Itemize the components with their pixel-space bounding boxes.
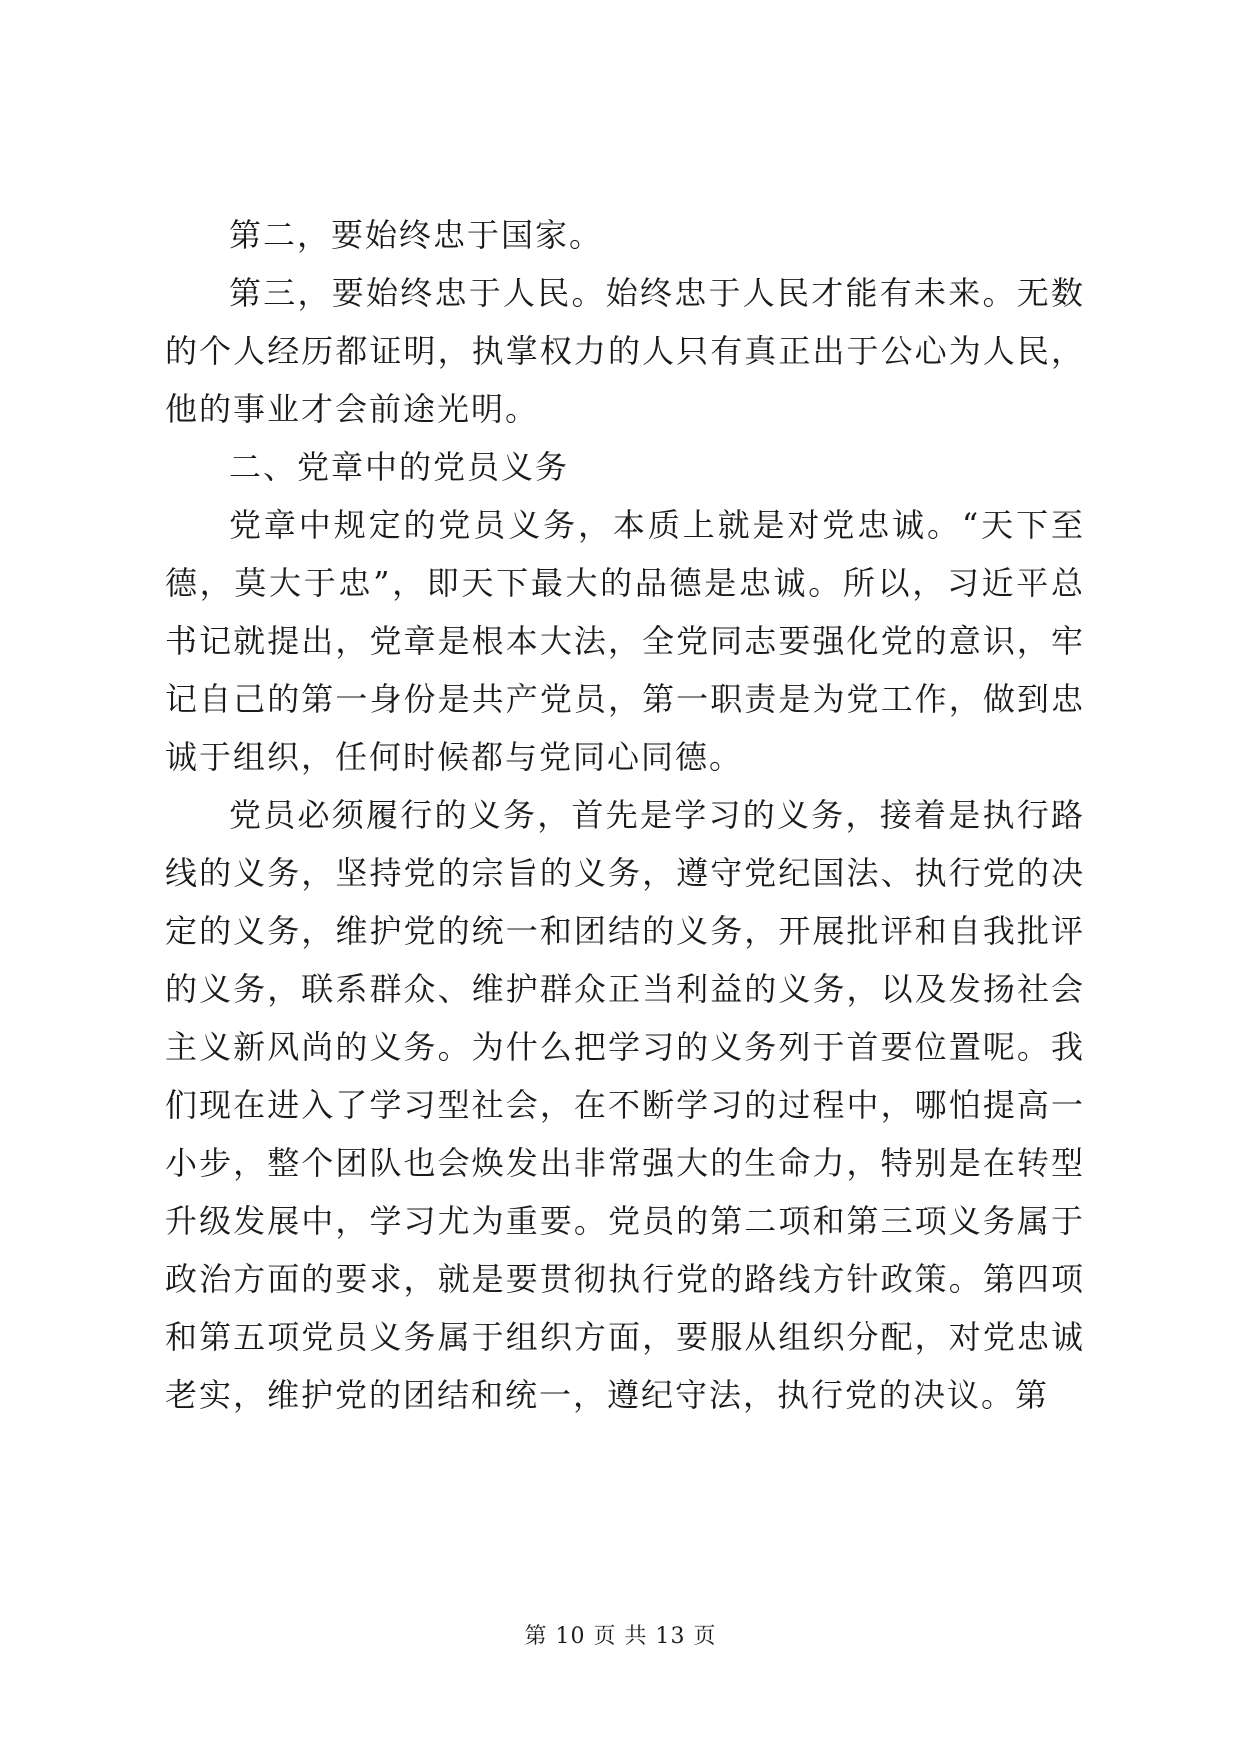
paragraph: 第三，要始终忠于人民。始终忠于人民才能有未来。无数的个人经历都证明，执掌权力的人只有真正出于公心为人民，他的事业才会前途光明。: [165, 274, 1085, 428]
document-body: [165, 206, 1085, 1424]
paragraph: 党章中规定的党员义务，本质上就是对党忠诚。“天下至德，莫大于忠”，即天下最大的品德是忠诚。所以，习近平总书记就提出，党章是根本大法，全党同志要强化党的意识，牢记自己的第一身份是共产党员，第一职责是为党工作，做到忠诚于组织，任何时候都与党同心同德。: [165, 506, 1085, 776]
section-heading: 二、党章中的党员义务: [229, 448, 570, 486]
paragraph: 党员必须履行的义务，首先是学习的义务，接着是执行路线的义务，坚持党的宗旨的义务，遵守党纪国法、执行党的决定的义务，维护党的统一和团结的义务，开展批评和自我批评的义务，联系群众、维护群众正当利益的义务，以及发扬社会主义新风尚的义务。为什么把学习的义务列于首要位置呢。我们现在进入了学习型社会，在不断学习的过程中，哪怕提高一小步，整个团队也会焕发出非常强大的生命力，特别是在转型升级发展中，学习尤为重要。党员的第二项和第三项义务属于政治方面的要求，就是要贯彻执行党的路线方针政策。第四项和第五项党员义务属于组织方面，要服从组织分配，对党忠诚老实，维护党的团结和统一，遵纪守法，执行党的决议。第: [165, 796, 1085, 1414]
page-number-footer: 第 10 页 共 13 页: [524, 1624, 717, 1649]
paragraph: 第二，要始终忠于国家。: [229, 216, 604, 254]
